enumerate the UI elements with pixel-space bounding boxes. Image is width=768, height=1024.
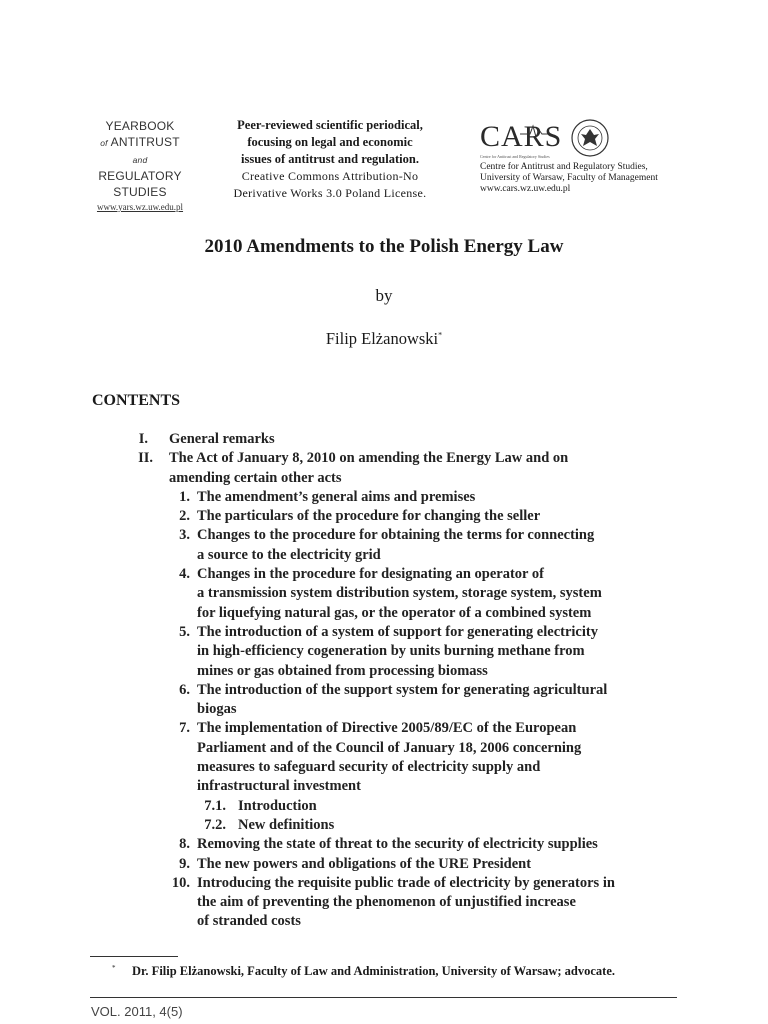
toc-item-text[interactable]: infrastructural investment (197, 778, 361, 795)
toc-item-text[interactable]: The amendment’s general aims and premises (197, 488, 476, 505)
periodical-description (210, 117, 450, 202)
toc-item-number: 5. (179, 623, 190, 640)
license-line-2: Derivative Works 3.0 Poland License. (233, 186, 427, 200)
journal-line-1: YEARBOOK (105, 119, 175, 133)
toc-item (0, 623, 768, 642)
toc-item-text[interactable]: Parliament and of the Council of January 18, 2006 concerning (197, 739, 582, 756)
toc-item (0, 835, 768, 854)
cars-logo-subtitle: Centre for Antitrust and Regulatory Studies (480, 154, 550, 159)
cars-logo-word: CARS (480, 120, 563, 153)
university-seal-icon (570, 118, 610, 158)
toc-item (0, 507, 768, 526)
cars-url-link[interactable]: www.cars.wz.uw.edu.pl (480, 184, 571, 194)
toc-item-number: II. (138, 450, 153, 467)
toc-item-continuation (0, 893, 768, 912)
toc-item-number: 3. (179, 527, 190, 544)
toc-item-text[interactable]: The particulars of the procedure for changing the seller (197, 508, 541, 525)
desc-line-1: Peer-reviewed scientific periodical, (237, 118, 423, 132)
toc-item-text[interactable]: measures to safeguard security of electricity supply and (197, 759, 541, 776)
toc-item-number: 2. (179, 508, 190, 525)
toc-item-text[interactable]: for liquefying natural gas, or the operator of a combined system (197, 604, 592, 621)
toc-item-continuation (0, 662, 768, 681)
toc-item (0, 719, 768, 738)
cars-block (480, 118, 680, 195)
footnote-text: Dr. Filip Elżanowski, Faculty of Law and Administration, University of Warsaw; advocate. (132, 964, 616, 978)
toc-item-text[interactable]: Changes to the procedure for obtaining the terms for connecting (197, 527, 595, 544)
author-name: Filip Elżanowski* (325, 329, 443, 348)
toc-item-text[interactable]: biogas (197, 701, 237, 718)
toc-item-text[interactable]: Introducing the requisite public trade of electricity by generators in (197, 874, 615, 891)
toc-item-text[interactable]: Introduction (238, 797, 317, 814)
toc-item (0, 488, 768, 507)
journal-block (90, 118, 190, 213)
cars-logo (480, 118, 680, 162)
toc-item-text[interactable]: The introduction of a system of support for generating electricity (197, 623, 598, 640)
toc-item-continuation (0, 604, 768, 623)
footnote-marker: * (112, 964, 116, 972)
toc-item (0, 430, 768, 449)
toc-item-number: 7.1. (204, 797, 226, 814)
toc-item (0, 855, 768, 874)
journal-line-4: STUDIES (113, 185, 167, 199)
toc-item-number: 4. (179, 566, 190, 583)
toc-item (0, 816, 768, 835)
toc-item-continuation (0, 546, 768, 565)
volume-label: VOL. 2011, 4(5) (91, 1004, 183, 1019)
toc-item-continuation (0, 642, 768, 661)
toc-item-number: 7.2. (204, 816, 226, 833)
toc-item-number: 10. (171, 874, 190, 891)
toc-item (0, 681, 768, 700)
toc-item (0, 526, 768, 545)
journal-line-3: and REGULATORY (98, 155, 182, 183)
toc-item (0, 797, 768, 816)
toc-item-continuation (0, 758, 768, 777)
article-title: 2010 Amendments to the Polish Energy Law (204, 236, 564, 257)
toc-item-text[interactable]: The introduction of the support system for generating agricultural (197, 681, 608, 698)
journal-url-link[interactable]: www.yars.wz.uw.edu.pl (96, 202, 184, 212)
toc-item-text[interactable]: The Act of January 8, 2010 on amending the Energy Law and on (169, 450, 569, 467)
contents-heading: CONTENTS (92, 392, 181, 409)
toc-item (0, 874, 768, 893)
toc-item-continuation (0, 469, 768, 488)
toc-item-number: I. (138, 431, 148, 447)
toc-item-text[interactable]: The implementation of Directive 2005/89/EC of the European (197, 720, 577, 737)
footnote-rule (90, 956, 178, 957)
toc-item-continuation (0, 912, 768, 931)
toc-item-text[interactable]: a source to the electricity grid (197, 546, 381, 563)
toc-item-number: 8. (179, 836, 190, 853)
byline: by (375, 286, 393, 305)
toc-item-text[interactable]: the aim of preventing the phenomenon of unjustified increase (197, 894, 576, 911)
toc-item (0, 449, 768, 468)
toc-item-text[interactable]: The new powers and obligations of the URE President (197, 855, 532, 872)
cars-line-2: University of Warsaw, Faculty of Management (480, 173, 658, 183)
toc-item-number: 7. (179, 720, 190, 737)
toc-item-text[interactable]: Changes in the procedure for designating an operator of (197, 566, 544, 583)
desc-line-2: focusing on legal and economic (247, 135, 413, 149)
toc-item-text[interactable]: General remarks (169, 431, 275, 447)
footer-rule (90, 997, 677, 998)
toc-item-text[interactable]: mines or gas obtained from processing biomass (197, 662, 488, 679)
toc-item-number: 9. (179, 855, 190, 872)
desc-line-3: issues of antitrust and regulation. (241, 152, 419, 166)
toc-item-text[interactable]: Removing the state of threat to the security of electricity supplies (197, 836, 598, 853)
toc-item-text[interactable]: in high-efficiency cogeneration by units burning methane from (197, 643, 585, 660)
toc-item-continuation (0, 739, 768, 758)
toc-item-continuation (0, 584, 768, 603)
toc-item-text[interactable]: amending certain other acts (169, 469, 342, 486)
toc-item-continuation (0, 777, 768, 796)
toc-item-number: 1. (179, 488, 190, 505)
toc-item-text[interactable]: a transmission system distribution system, storage system, system (197, 585, 602, 602)
toc-item-text[interactable]: New definitions (238, 816, 335, 833)
footnote (112, 964, 616, 979)
footnote-mark[interactable]: * (438, 330, 443, 340)
table-of-contents (0, 430, 768, 932)
journal-line-2: of ANTITRUST (100, 135, 180, 149)
license-line-1: Creative Commons Attribution-No (241, 169, 419, 183)
cars-line-1: Centre for Antitrust and Regulatory Studies, (480, 162, 648, 172)
toc-item-continuation (0, 700, 768, 719)
toc-item-text[interactable]: of stranded costs (197, 913, 301, 930)
toc-item-number: 6. (179, 681, 190, 698)
toc-item (0, 565, 768, 584)
pulse-line-icon (520, 124, 548, 138)
